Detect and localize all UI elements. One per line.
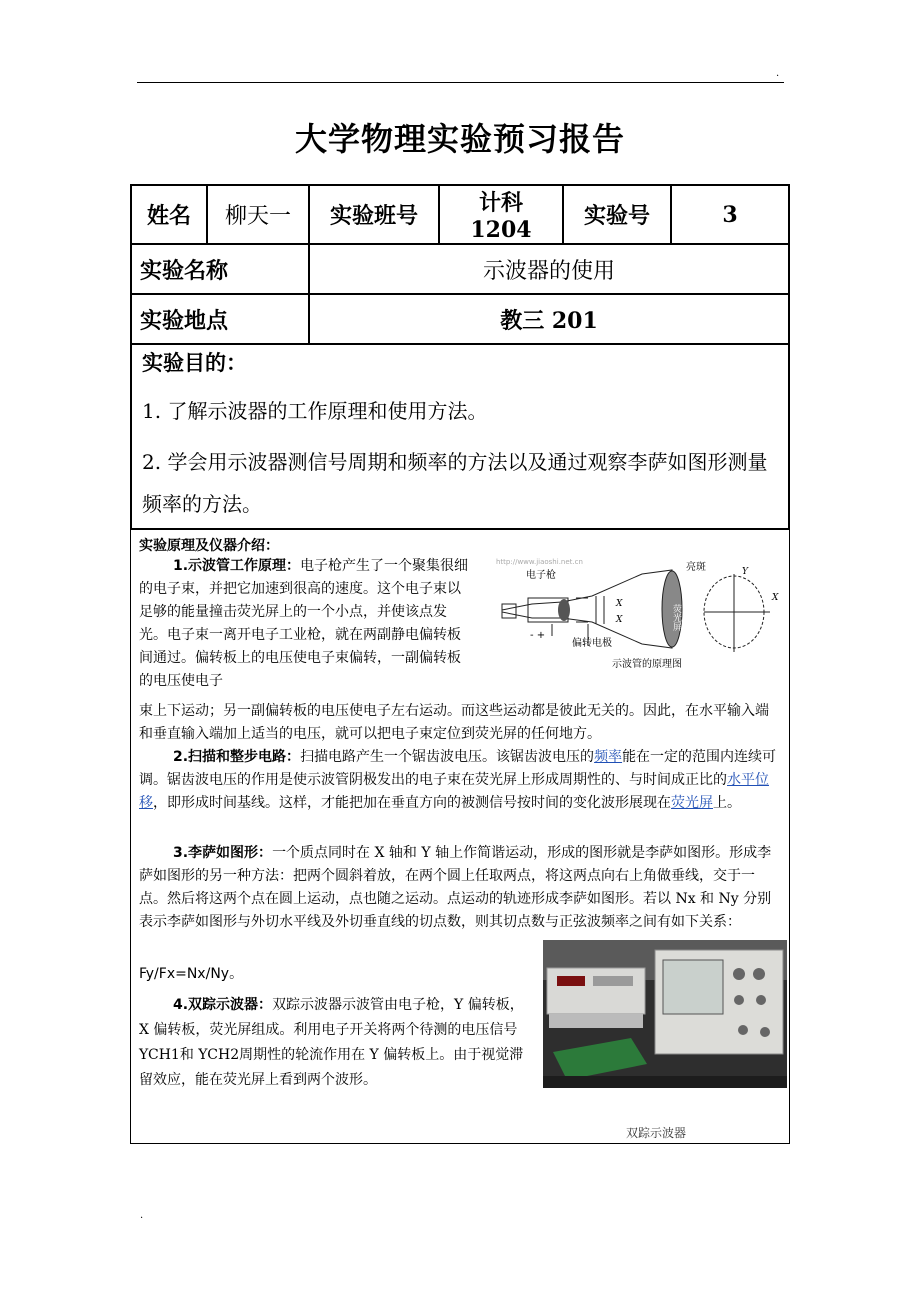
exp-no-label: 实验号	[563, 185, 671, 244]
purpose-item-2: 2. 学会用示波器测信号周期和频率的方法以及通过观察李萨如图形测量频率的方法。	[142, 450, 768, 516]
diagram-caption: 示波管的原理图	[612, 659, 682, 670]
diagram-minus-plus: - +	[530, 630, 546, 641]
section-1-text-b: 束上下运动；另一副偏转板的电压使电子左右运动。而这些运动都是彼此无关的。因此，在水平输入端和垂直输入端加上适当的电压，就可以把电子束定位到荧光屏的任何地方。	[139, 703, 769, 742]
section-3-text	[139, 842, 781, 934]
diagram-y-axis-label: Y	[742, 567, 748, 577]
purpose-item-1: 1. 了解示波器的工作原理和使用方法。	[142, 399, 488, 423]
purpose-heading: 实验目的：	[142, 351, 247, 375]
section-2-body-2: 能在一定的范围内连续可调。锯齿波电压的作用是使示波管阴极发出的电子束在荧光屏上形成周期性的、与时间成正比的	[139, 749, 777, 788]
location-label: 实验地点	[131, 294, 309, 344]
section-4-body: 双踪示波器示波管由电子枪，Y 偏转板，X 偏转板，荧光屏组成。利用电子开关将两个待测的电压信号 YCH1和 YCH2周期性的轮流作用在 Y 偏转板上。由于视觉滞留效应，能在荧光屏上看到两个波形。	[139, 997, 524, 1088]
corner-mark-top: .	[776, 68, 780, 79]
class-label: 实验班号	[309, 185, 439, 244]
location-value: 教三 201	[309, 294, 789, 344]
diagram-x-axis-label: X	[772, 593, 779, 603]
section-2-body-4: 上。	[713, 795, 741, 811]
exp-name-label: 实验名称	[131, 244, 309, 294]
diagram-x-label: X	[616, 599, 623, 609]
exp-name-value: 示波器的使用	[309, 244, 789, 294]
section-2-title: 2.扫描和整步电路：	[173, 749, 301, 765]
section-1-text-a	[139, 555, 469, 693]
link-horizontal-shift[interactable]: 水平位移	[139, 772, 769, 811]
section-1-body-a: 电子枪产生了一个聚集很细的电子束，并把它加速到很高的速度。这个电子束以足够的能量撞击荧光屏上的一个小点，并使该点发光。电子束一离开电子工业枪，就在两副静电偏转板间通过。偏转板上的电压使电子束偏转，一副偏转板的电压使电子	[139, 558, 469, 689]
photo-caption: 双踪示波器	[626, 1126, 687, 1140]
diagram-label-gun: 电子枪	[526, 570, 556, 581]
principle-heading: 实验原理及仪器介绍：	[139, 538, 279, 554]
header-rule	[137, 82, 784, 83]
oscilloscope-photo	[543, 940, 787, 1088]
info-table	[130, 184, 790, 345]
section-1-title: 1.示波管工作原理：	[173, 558, 301, 574]
section-3-title: 3.李萨如图形：	[173, 845, 273, 861]
corner-mark-bottom: .	[140, 1210, 144, 1221]
class-value: 计科 1204	[439, 185, 563, 244]
section-2-text	[139, 746, 781, 815]
diagram-label-screen: 荧光屏	[671, 604, 681, 631]
section-4-title: 4.双踪示波器：	[173, 997, 273, 1013]
link-frequency[interactable]: 频率	[594, 749, 623, 765]
diagram-watermark: http://www.jiaoshi.net.cn	[496, 558, 583, 566]
page-title: 大学物理实验预习报告	[294, 120, 625, 158]
purpose-section	[130, 335, 790, 530]
exp-no-value: 3	[671, 185, 789, 244]
crt-diagram	[492, 552, 786, 678]
diagram-x2-label: X	[616, 615, 623, 625]
diagram-label-spot: 亮斑	[686, 562, 706, 573]
name-value: 柳天一	[207, 185, 309, 244]
name-label: 姓名	[131, 185, 207, 244]
section-4-text	[139, 993, 529, 1093]
diagram-label-plate: 偏转电极	[572, 638, 612, 649]
section-2-body-3: ，即形成时间基线。这样，才能把加在垂直方向的被测信号按时间的变化波形展现在	[153, 795, 671, 811]
section-3-formula: Fy/Fx=Nx/Ny。	[139, 966, 244, 982]
section-2-body-1: 扫描电路产生一个锯齿波电压。该锯齿波电压的	[300, 749, 595, 765]
section-3-body: 一个质点同时在 X 轴和 Y 轴上作简谐运动，形成的图形就是李萨如图形。形成李萨如图形的另一种方法：把两个圆斜着放，在两个圆上任取两点，将这两点向右上角做垂线，交于一点。然后将这两个点在圆上运动，点也随之运动。点运动的轨迹形成李萨如图形。若以 Nx 和 Ny 分别表示李萨如图形与外切水平线及外切垂直线的切点数，则其切点数与正弦波频率之间有如下关系：	[139, 845, 772, 930]
link-screen[interactable]: 荧光屏	[671, 795, 713, 811]
